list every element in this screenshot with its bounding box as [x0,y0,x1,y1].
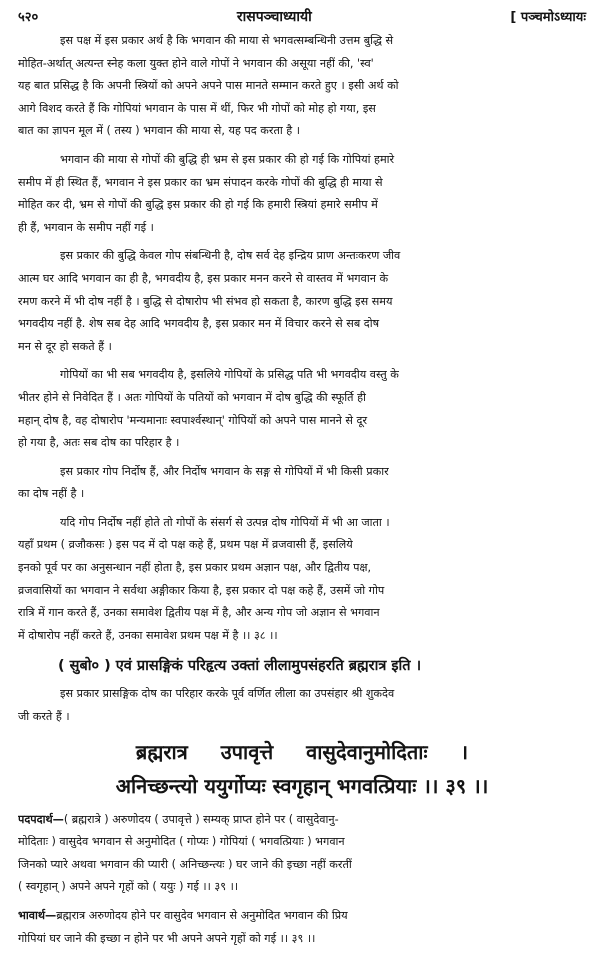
text-line: का दोष नहीं है । [18,487,85,501]
text-line: इस प्रकार प्रासङ्गिक दोष का परिहार करके पूर्व वर्णित लीला का उपसंहार श्री शुकदेव [60,687,395,701]
text-line: जिनको प्यारे अथवा भगवान की प्यारी ( अनिच्छन्त्यः ) घर जाने की इच्छा नहीं करतीं [18,857,352,871]
text-line: महान् दोष है, वह दोषारोप 'मन्यमानाः स्वपार्श्वस्थान्' गोपियों को अपने पास मानने से दूर [18,413,368,427]
text-line: ब्रह्मरात्र अरुणोदय होने पर वासुदेव भगवान से अनुमोदित भगवान की प्रिय [56,909,348,922]
sanskrit-verse [18,735,586,803]
subodhini-heading: ( सुबो० ) एवं प्रासङ्गिकं परिहृत्य उक्तां लीलामुपसंहरति ब्रह्मरात्र इति । [58,658,422,675]
text-line: समीप में ही स्थित हैं, भगवान ने इस प्रकार का भ्रम संपादन करके गोपों की बुद्धि ही माया से [18,175,383,189]
paragraph-6 [18,512,586,648]
text-line: यदि गोप निर्दोष नहीं होते तो गोपों के संसर्ग से उत्पन्न दोष गोपियों में भी आ जाता । [60,515,390,529]
book-title: रासपञ्चाध्यायी [236,9,312,25]
page-number: ५२० [18,10,39,25]
padartha-section [18,809,586,899]
text-line: यह बात प्रसिद्ध है कि अपनी स्त्रियों को अपने अपने पास मानते सम्मान करते हुए । इसी अर्थ को [18,79,399,93]
text-line: में दोषारोप नहीं करते हैं, उनका समावेश प्रथम पक्ष में है ।। ३८ ।। [18,628,278,642]
text-line: इस पक्ष में इस प्रकार अर्थ है कि भगवान की माया से भगवत्सम्बन्धिनी उत्तम बुद्धि से [60,34,394,47]
text-line: मोदिताः ) वासुदेव भगवान से अनुमोदित ( गोप्यः ) गोपियां ( भगवत्प्रियाः ) भगवान [18,835,345,849]
paragraph-5 [18,461,586,506]
text-line: भगवान की माया से गोपों की बुद्धि ही भ्रम से इस प्रकार की हो गई कि गोपियां हमारे [60,152,395,166]
paragraph-4 [18,364,586,454]
paragraph-7 [18,683,586,728]
text-line: हो गया है, अतः सब दोष का परिहार है । [18,436,180,450]
text-line: मोहित कर दी, भ्रम से गोपों की बुद्धि इस प्रकार की हो गई कि हमारी स्त्रियां हमारे समीप में [18,198,378,212]
text-line: भगवदीय नहीं है. शेष सब देह आदि भगवदीय है, इस प्रकार मन में विचार करने से सब दोष [18,317,380,331]
text-line: गोपियों का भी सब भगवदीय है, इसलिये गोपियों के प्रसिद्ध पति भी भगवदीय वस्तु के [60,368,399,382]
paragraph-1 [18,30,586,143]
text-line: इस प्रकार गोप निर्दोष हैं, और निर्दोष भगवान के सङ्ग से गोपियों में भी किसी प्रकार [60,464,389,478]
paragraph-3 [18,245,586,358]
text-line: रात्रि में गान करते हैं, उनका समावेश द्वितीय पक्ष में है, और अन्य गोप जो अज्ञान से भगवान [18,606,380,620]
chapter-title: [ पञ्चमोऽध्यायः [510,10,586,25]
bhavartha-label: भावार्थ— [18,909,57,922]
text-line: यहाँ प्रथम ( व्रजौकसः ) इस पद में दो पक्ष कहे हैं, प्रथम पक्ष में व्रजवासी हैं, इसलिये [18,538,353,552]
text-line: आगे विशद करते हैं कि गोपियां भगवान के पास में थीं, फिर भी गोपों को मोह हो गया, इस [18,101,376,115]
text-line: ( ब्रह्मरात्रे ) अरुणोदय ( उपावृत्ते ) सम्यक् प्राप्त होने पर ( वासुदेवानु- [63,812,339,826]
text-line: आत्म घर आदि भगवान का ही है, भगवदीय है, इस प्रकार मनन करने से वास्तव में भगवान के [18,271,389,285]
text-line: भीतर होने से निवेदित हैं । अतः गोपियों के पतियों को भगवान में दोष बुद्धि की स्फूर्ति ही [18,390,366,404]
text-line: गोपियां घर जाने की इच्छा न होने पर भी अपने अपने गृहों को गई ।। ३९ ।। [18,931,316,945]
page-header [18,4,586,30]
text-line: मन से दूर हो सकते हैं । [18,339,112,353]
verse-line-1: ब्रह्मरात्र उपावृत्ते वासुदेवानुमोदिताः । [135,739,469,764]
bhavartha-section [18,905,586,950]
text-line: मोहित-अर्थात् अत्यन्त स्नेह कला युक्त होने वाले गोपों ने भगवान की असूया नहीं की, 'स्व' [18,56,374,70]
paragraph-2 [18,149,586,239]
verse-line-2: अनिच्छन्त्यो ययुर्गोप्यः स्वगृहान् भगवत्प्रियाः ।। ३९ ।। [115,773,489,798]
text-line: इस प्रकार की बुद्धि केवल गोप संबन्धिनी है, दोष सर्व देह इन्द्रिय प्राण अन्तःकरण जीव [60,249,401,263]
text-line: रमण करने में भी दोष नहीं है । बुद्धि से दोषारोप भी संभव हो सकता है, कारण बुद्धि इस समय [18,294,393,308]
text-line: ( स्वगृहान् ) अपने अपने गृहों को ( ययुः ) गई ।। ३९ ।। [18,880,239,894]
text-line: जी करते हैं । [18,710,70,724]
text-line: बात का ज्ञापन मूल में ( तस्य ) भगवान की माया से, यह पद करता है । [18,124,301,138]
text-line: ही हैं, भगवान के समीप नहीं गई । [18,220,154,234]
text-line: व्रजवासियों का भगवान ने सर्वथा अङ्गीकार किया है, इस प्रकार दो पक्ष कहे हैं, उसमें जो गोप [18,583,385,597]
padartha-label: पदपदार्थ— [18,812,64,826]
text-line: इनको पूर्व पर का अनुसन्धान नहीं होता है, इस प्रकार प्रथम अज्ञान पक्ष, और द्वितीय पक्ष, [18,561,372,575]
